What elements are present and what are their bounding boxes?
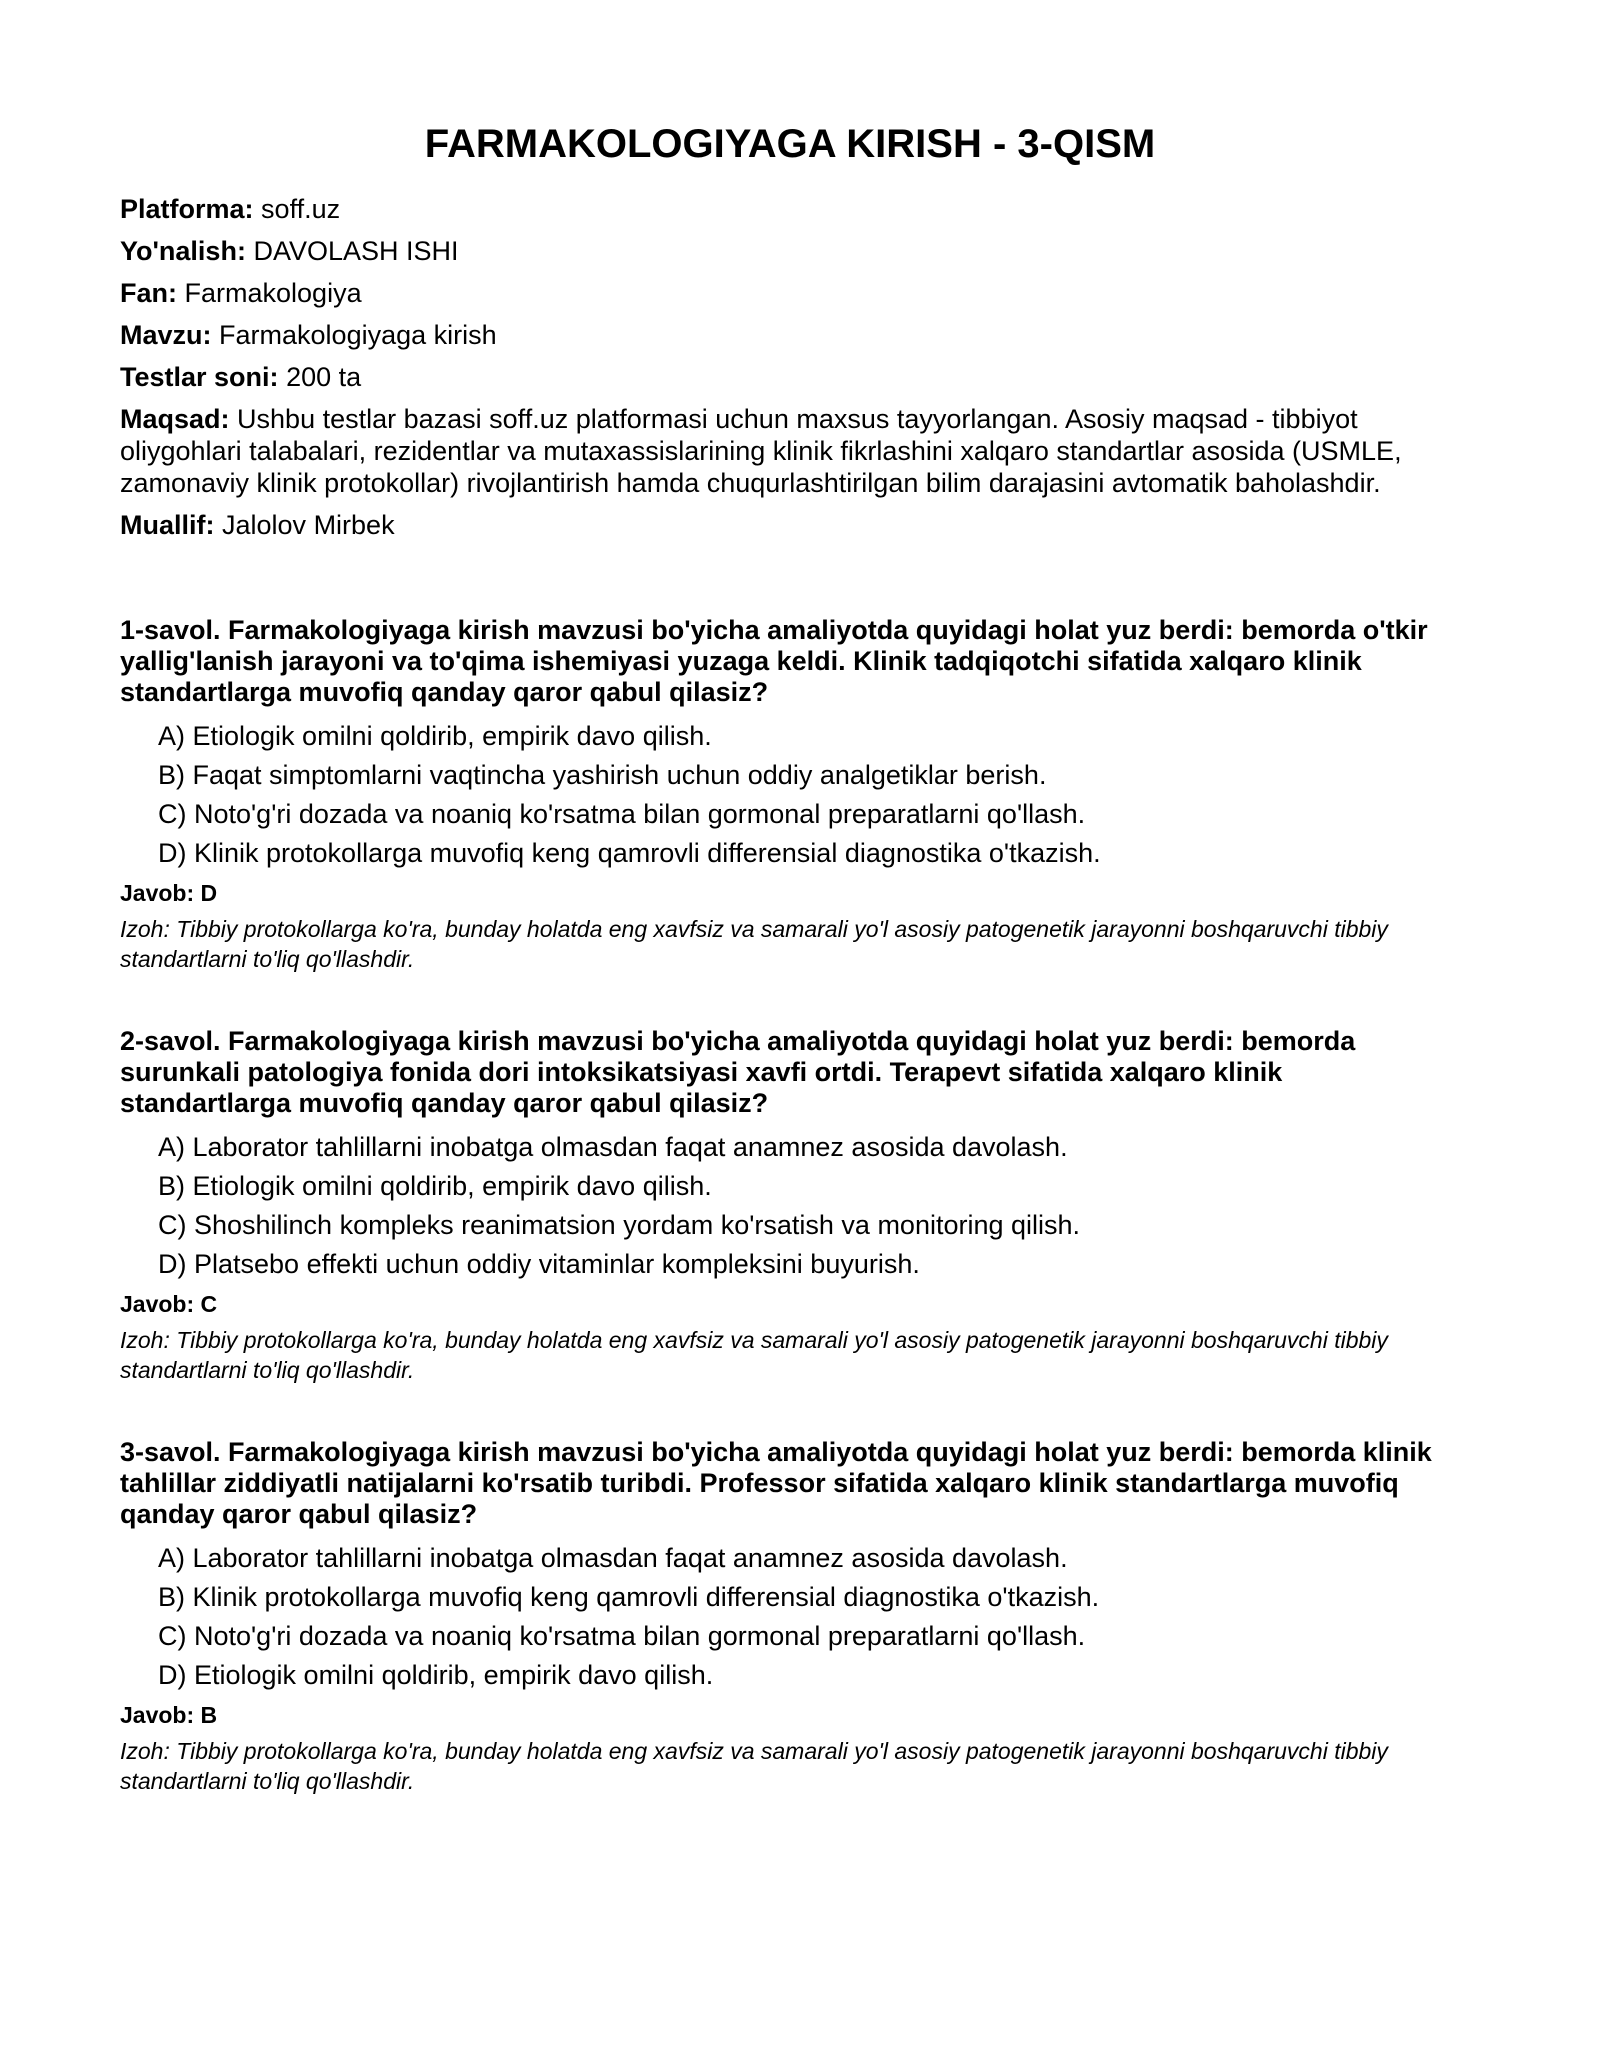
option-a: A) Laborator tahlillarni inobatga olmasdan faqat anamnez asosida davolash.	[158, 1543, 1068, 1573]
answer-options	[120, 1542, 1460, 1691]
meta-author-value: Jalolov Mirbek	[222, 510, 395, 540]
meta-topic-value: Farmakologiyaga kirish	[219, 320, 497, 350]
question-text: 3-savol. Farmakologiyaga kirish mavzusi bo'yicha amaliyotda quyidagi holat yuz berdi: bemorda klinik tahlillar ziddiyatli natijalarni ko'rsatib turibdi. Professor sifatida xalqaro klinik standartlarga muvofiq qanday qaror qabul qilasiz?	[120, 1437, 1432, 1529]
meta-author	[120, 509, 1460, 541]
option-a: A) Etiologik omilni qoldirib, empirik davo qilish.	[158, 721, 712, 751]
document-title: FARMAKOLOGIYAGA KIRISH - 3-QISM	[424, 122, 1156, 166]
answer-options	[120, 720, 1460, 869]
question-text: 2-savol. Farmakologiyaga kirish mavzusi bo'yicha amaliyotda quyidagi holat yuz berdi: bemorda surunkali patologiya fonida dori intoksikatsiyasi xavfi ortdi. Terapevt sifatida xalqaro klinik standartlarga muvofiq qanday qaror qabul qilasiz?	[120, 1026, 1356, 1118]
option-d: D) Etiologik omilni qoldirib, empirik davo qilish.	[158, 1660, 714, 1690]
meta-platform	[120, 193, 1460, 225]
option-b: B) Etiologik omilni qoldirib, empirik davo qilish.	[158, 1171, 712, 1201]
option-d: D) Platsebo effekti uchun oddiy vitaminlar kompleksini buyurish.	[158, 1249, 920, 1279]
option-d: D) Klinik protokollarga muvofiq keng qamrovli differensial diagnostika o'tkazish.	[158, 838, 1101, 868]
meta-direction	[120, 235, 1460, 267]
meta-goal	[120, 403, 1460, 499]
meta-platform-label: Platforma:	[120, 194, 254, 224]
meta-test-count	[120, 361, 1460, 393]
meta-test-count-label: Testlar soni:	[120, 362, 279, 392]
option-b: B) Faqat simptomlarni vaqtincha yashirish uchun oddiy analgetiklar berish.	[158, 760, 1047, 790]
question-3	[120, 1437, 1460, 1796]
meta-topic	[120, 319, 1460, 351]
meta-topic-label: Mavzu:	[120, 320, 212, 350]
correct-answer: Javob: C	[120, 1291, 218, 1317]
meta-direction-label: Yo'nalish:	[120, 236, 246, 266]
question-1	[120, 615, 1460, 974]
meta-author-label: Muallif:	[120, 510, 215, 540]
option-c: C) Noto'g'ri dozada va noaniq ko'rsatma bilan gormonal preparatlarni qo'llash.	[158, 1621, 1086, 1651]
document-metadata	[120, 193, 1460, 541]
option-a: A) Laborator tahlillarni inobatga olmasdan faqat anamnez asosida davolash.	[158, 1132, 1068, 1162]
question-list	[120, 615, 1460, 1796]
meta-direction-value: DAVOLASH ISHI	[253, 236, 459, 266]
answer-explanation: Izoh: Tibbiy protokollarga ko'ra, bunday holatda eng xavfsiz va samarali yo'l asosiy patogenetik jarayonni boshqaruvchi tibbiy standartlarni to'liq qo'llashdir.	[120, 1738, 1388, 1794]
meta-subject-label: Fan:	[120, 278, 177, 308]
meta-goal-value: Ushbu testlar bazasi soff.uz platformasi uchun maxsus tayyorlangan. Asosiy maqsad - tibbiyot oliygohlari talabalari, rezidentlar va mutaxassislarining klinik fikrlashini xalqaro standartlar asosida (USMLE, zamonaviy klinik protokollar) rivojlantirish hamda chuqurlashtirilgan bilim darajasini avtomatik baholashdir.	[120, 404, 1402, 498]
question-text: 1-savol. Farmakologiyaga kirish mavzusi bo'yicha amaliyotda quyidagi holat yuz berdi: bemorda o'tkir yallig'lanish jarayoni va to'qima ishemiyasi yuzaga keldi. Klinik tadqiqotchi sifatida xalqaro klinik standartlarga muvofiq qanday qaror qabul qilasiz?	[120, 615, 1428, 707]
answer-options	[120, 1131, 1460, 1280]
question-2	[120, 1026, 1460, 1385]
answer-explanation: Izoh: Tibbiy protokollarga ko'ra, bunday holatda eng xavfsiz va samarali yo'l asosiy patogenetik jarayonni boshqaruvchi tibbiy standartlarni to'liq qo'llashdir.	[120, 916, 1388, 972]
correct-answer: Javob: D	[120, 880, 218, 906]
option-c: C) Shoshilinch kompleks reanimatsion yordam ko'rsatish va monitoring qilish.	[158, 1210, 1081, 1240]
meta-test-count-value: 200 ta	[286, 362, 362, 392]
meta-goal-label: Maqsad:	[120, 404, 230, 434]
meta-subject-value: Farmakologiya	[184, 278, 362, 308]
answer-explanation: Izoh: Tibbiy protokollarga ko'ra, bunday holatda eng xavfsiz va samarali yo'l asosiy patogenetik jarayonni boshqaruvchi tibbiy standartlarni to'liq qo'llashdir.	[120, 1327, 1388, 1383]
option-c: C) Noto'g'ri dozada va noaniq ko'rsatma bilan gormonal preparatlarni qo'llash.	[158, 799, 1086, 829]
meta-subject	[120, 277, 1460, 309]
correct-answer: Javob: B	[120, 1702, 218, 1728]
option-b: B) Klinik protokollarga muvofiq keng qamrovli differensial diagnostika o'tkazish.	[158, 1582, 1100, 1612]
meta-platform-value: soff.uz	[261, 194, 341, 224]
